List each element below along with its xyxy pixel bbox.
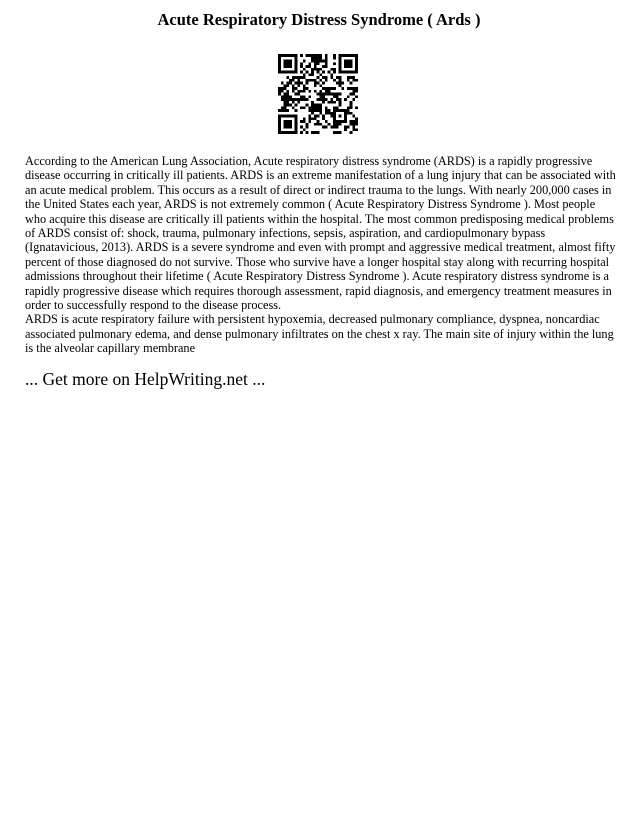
page-title: Acute Respiratory Distress Syndrome ( Ards ) [157, 10, 481, 29]
body-paragraph-2: ARDS is acute respiratory failure with persistent hypoxemia, decreased pulmonary compliance, dyspnea, noncardiac associated pulmonary edema, and dense pulmonary infiltrates on the chest x ray. The main site of injury within the lung is the alveolar capillary membrane [25, 312, 614, 356]
get-more-link[interactable]: ... Get more on HelpWriting.net ... [25, 369, 266, 389]
article-body [25, 154, 617, 356]
qr-code-icon [278, 54, 358, 134]
body-paragraph-1: According to the American Lung Association, Acute respiratory distress syndrome (ARDS) is a rapidly progressive disease occurring in critically ill patients. ARDS is an extreme manifestation of a lung injury that can be associated with an acute medical problem. This occurs as a result of direct or indirect trauma to the lungs. With nearly 200,000 cases in the United States each year, ARDS is not extremely common ( Acute Respiratory Distress Syndrome ). Most people who acquire this disease are critically ill patients within the hospital. The most common predisposing medical problems of ARDS consist of: shock, trauma, pulmonary infections, sepsis, aspiration, and cardiopulmonary bypass (Ignatavicious, 2013). ARDS is a severe syndrome and even with prompt and aggressive medical treatment, almost fifty percent of those diagnosed do not survive. Those who survive have a longer hospital stay along with recurring hospital admissions throughout their lifetime ( Acute Respiratory Distress Syndrome ). Acute respiratory distress syndrome is a rapidly progressive disease which requires thorough assessment, rapid diagnosis, and emergency treatment measures in order to successfully respond to the disease process. [25, 154, 616, 313]
